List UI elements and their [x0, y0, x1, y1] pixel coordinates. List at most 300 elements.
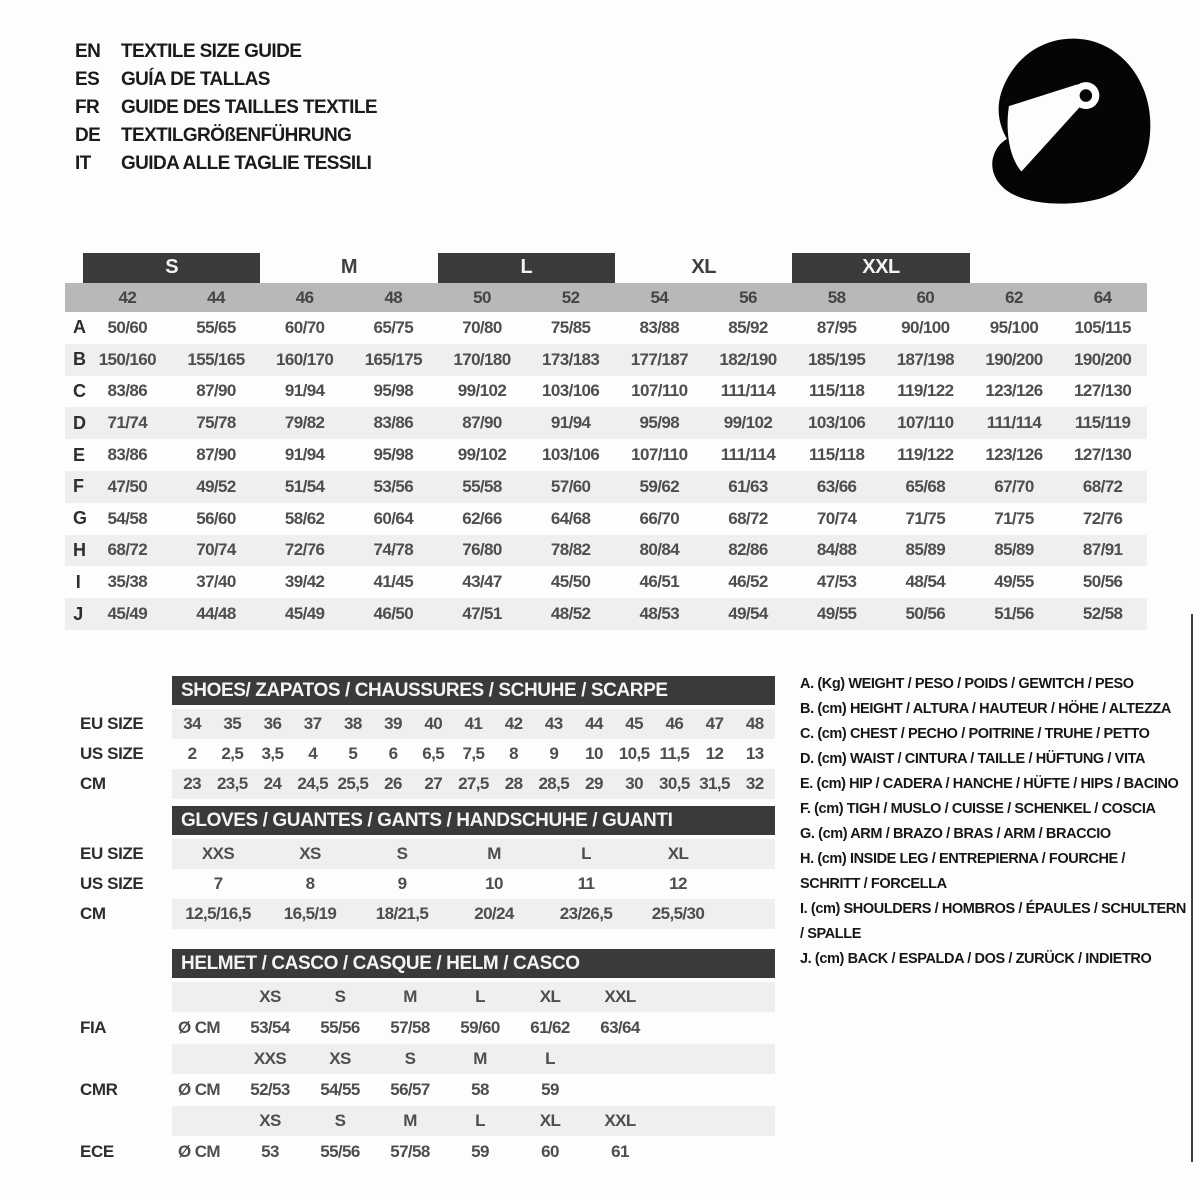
size-cell: 24 [263, 774, 282, 793]
size-cell: 4 [308, 744, 318, 763]
size-header-cell: M [473, 1049, 487, 1068]
legend-item: F. (cm) TIGH / MUSLO / CUISSE / SCHENKEL / COSCIA [800, 801, 1156, 817]
row-cells [172, 739, 775, 769]
size-cell: 36 [263, 714, 282, 733]
size-cell: 34 [183, 714, 201, 733]
row-cells [172, 1074, 775, 1106]
helmet-size-header-row [65, 1106, 775, 1136]
measurement-cell: 50/60 [107, 317, 148, 337]
measurement-cell: 48/53 [639, 604, 680, 624]
measurement-cell: 165/175 [364, 349, 422, 369]
size-cell: 9 [549, 744, 559, 763]
table-row [65, 344, 1147, 376]
measurement-cell: 91/94 [550, 413, 591, 433]
size-cell: XS [299, 844, 321, 863]
row-label [65, 982, 172, 1012]
size-cell: 16,5/19 [283, 904, 337, 923]
measurement-cell: 41/45 [373, 572, 414, 592]
measurement-cell: 115/118 [808, 445, 865, 465]
measurement-cell: 74/78 [373, 540, 414, 560]
size-cell: 26 [384, 774, 402, 793]
size-cell: 10 [485, 874, 503, 893]
measurement-cell: 87/95 [816, 317, 857, 337]
row-cells [172, 839, 775, 869]
size-cell: 12 [705, 744, 724, 763]
size-cell: 61/62 [530, 1018, 570, 1037]
shoes-table-title: SHOES/ ZAPATOS / CHAUSSURES / SCHUHE / SCARPE [172, 676, 775, 705]
size-cell: 41 [464, 714, 483, 733]
size-cell: 9 [397, 874, 407, 893]
measurement-cell: 91/94 [284, 381, 325, 401]
size-header-cell: XXL [604, 1111, 636, 1130]
size-group-label: XXL [792, 253, 969, 283]
measurement-cell: 49/54 [728, 604, 768, 624]
measurement-cell: 48/54 [905, 572, 946, 592]
diameter-unit-label: Ø CM [178, 1018, 220, 1037]
measurement-cell: 54/58 [107, 508, 148, 528]
shoes-rows [65, 709, 775, 799]
size-cell: 8 [305, 874, 315, 893]
measurement-cell: 45/50 [550, 572, 591, 592]
size-cell: 42 [504, 714, 523, 733]
row-cells [172, 709, 775, 739]
measurement-cell: 119/122 [897, 445, 954, 465]
size-cell: 52/53 [250, 1080, 290, 1099]
legend-item: I. (cm) SHOULDERS / HOMBROS / ÉPAULES / SCHULTERN / SPALLE [800, 901, 1186, 942]
legend-item: E. (cm) HIP / CADERA / HANCHE / HÜFTE / HIPS / BACINO [800, 776, 1179, 792]
row-cells [172, 1106, 775, 1136]
measurement-cell: 75/78 [196, 413, 236, 433]
size-cell: 44 [585, 714, 603, 733]
size-cell: 27 [424, 774, 443, 793]
measurement-cell: 51/56 [994, 604, 1034, 624]
table-row [65, 899, 775, 929]
size-column-header: 56 [739, 287, 757, 307]
helmet-value-row [65, 1136, 775, 1168]
language-row [75, 66, 377, 94]
row-label: CM [80, 904, 106, 923]
size-header-cell: XXL [604, 987, 636, 1006]
size-cell: 11 [577, 874, 595, 893]
measurement-cell: 85/92 [728, 317, 768, 337]
measurement-cell: 35/38 [107, 572, 148, 592]
row-label: EU SIZE [80, 844, 144, 863]
size-cell: 28 [504, 774, 523, 793]
measurement-cell: 53/56 [373, 476, 414, 496]
measurement-cell: 87/90 [196, 445, 236, 465]
measurement-cell: 60/70 [284, 317, 325, 337]
row-cells [172, 769, 775, 799]
measurement-cell: 68/72 [107, 540, 148, 560]
size-header-cell: S [334, 987, 346, 1006]
helmet-icon [972, 33, 1167, 211]
measurement-cell: 65/68 [905, 476, 946, 496]
measurement-cell: 49/55 [994, 572, 1034, 592]
legend-item: C. (cm) CHEST / PECHO / POITRINE / TRUHE / PETTO [800, 726, 1150, 742]
row-label: EU SIZE [80, 714, 144, 733]
measurement-cell: 37/40 [196, 572, 236, 592]
measurement-cell: 71/75 [994, 508, 1034, 528]
size-cell: 30 [625, 774, 644, 793]
size-cell: 13 [745, 744, 764, 763]
measurement-cell: 185/195 [808, 349, 866, 369]
table-row [65, 535, 1147, 567]
visor-pivot-dot [1080, 89, 1093, 102]
guide-title: GUIDA ALLE TAGLIE TESSILI [121, 153, 372, 174]
size-cell: 20/24 [474, 904, 514, 923]
size-header-cell: XL [539, 1111, 561, 1130]
size-cell: 46 [665, 714, 684, 733]
measurement-cell: 190/200 [1074, 349, 1132, 369]
measurement-cell: 105/115 [1074, 317, 1131, 337]
size-cell: 59/60 [460, 1018, 500, 1037]
size-cell: 39 [384, 714, 402, 733]
standard-label: FIA [80, 1018, 107, 1037]
measurement-cell: 83/86 [373, 413, 414, 433]
size-cell: 27,5 [458, 774, 489, 793]
measurement-cell: 48/52 [550, 604, 591, 624]
measurement-cell: 190/200 [985, 349, 1043, 369]
measurement-cell: 99/102 [457, 381, 507, 401]
measurement-cell: 66/70 [639, 508, 680, 528]
measurement-cell: 67/70 [994, 476, 1034, 496]
size-column-header: 62 [1005, 287, 1023, 307]
helmet-size-header-row [65, 982, 775, 1012]
measurement-cell: 47/53 [816, 572, 857, 592]
size-cell: 38 [343, 714, 362, 733]
size-cell: 63/64 [600, 1018, 640, 1037]
measurement-cell: 111/114 [720, 381, 776, 401]
measurement-cell: 123/126 [985, 381, 1043, 401]
measurement-cell: 83/88 [639, 317, 680, 337]
legend-item: B. (cm) HEIGHT / ALTURA / HAUTEUR / HÖHE / ALTEZZA [800, 701, 1171, 717]
measurement-cell: 107/110 [631, 381, 688, 401]
row-label: US SIZE [80, 874, 144, 893]
size-cell: 40 [424, 714, 443, 733]
size-cell: 45 [625, 714, 644, 733]
size-cell: L [581, 844, 591, 863]
measurement-cell: 71/74 [107, 413, 148, 433]
diameter-unit-label: Ø CM [178, 1142, 220, 1161]
measurement-cell: 62/66 [462, 508, 502, 528]
size-column-header: 42 [118, 287, 137, 307]
size-header-cell: XS [329, 1049, 351, 1068]
row-label: F [73, 476, 84, 497]
measurement-cell: 61/63 [728, 476, 768, 496]
size-cell: 25,5 [337, 774, 369, 793]
size-header-cell: M [403, 987, 417, 1006]
table-row [65, 376, 1147, 408]
size-cell: XXS [201, 844, 235, 863]
table-row [65, 739, 775, 769]
measurement-cell: 70/80 [462, 317, 502, 337]
size-cell: 23,5 [216, 774, 248, 793]
size-column-header: 46 [295, 287, 314, 307]
size-cell: 12,5/16,5 [185, 904, 251, 923]
measurement-cell: 95/100 [989, 317, 1039, 337]
size-cell: 59 [541, 1080, 559, 1099]
measurement-cell: 71/75 [905, 508, 946, 528]
row-cells [172, 1044, 775, 1074]
size-column-header: 58 [827, 287, 846, 307]
guide-title: TEXTILE SIZE GUIDE [121, 41, 302, 62]
measurement-cell: 57/60 [550, 476, 591, 496]
size-cell: 10,5 [618, 744, 650, 763]
size-cell: 61 [611, 1142, 629, 1161]
size-cell: 25,5/30 [651, 904, 705, 923]
size-cell: 60 [541, 1142, 559, 1161]
measurement-cell: 115/119 [1074, 413, 1131, 433]
language-code: ES [75, 69, 100, 90]
size-cell: 12 [669, 874, 687, 893]
measurement-cell: 46/50 [373, 604, 414, 624]
measurement-cell: 60/64 [373, 508, 414, 528]
measurement-cell: 103/106 [542, 445, 600, 465]
measurement-cell: 90/100 [901, 317, 950, 337]
size-column-header: 48 [384, 287, 403, 307]
size-cell: 18/21,5 [375, 904, 429, 923]
measurement-cell: 84/88 [816, 540, 857, 560]
measurement-cell: 55/65 [196, 317, 236, 337]
row-label: D [73, 412, 86, 433]
measurement-cell: 107/110 [897, 413, 954, 433]
row-label: E [73, 444, 85, 465]
language-row [75, 38, 377, 66]
language-row [75, 122, 377, 150]
size-header-cell: M [403, 1111, 417, 1130]
measurement-cell: 47/51 [462, 604, 502, 624]
measurement-cell: 123/126 [985, 445, 1043, 465]
size-cell: 37 [303, 714, 322, 733]
measurement-cell: 51/54 [284, 476, 325, 496]
size-header-cell: XXS [253, 1049, 287, 1068]
row-cells [172, 1012, 775, 1044]
measurement-cell: 44/48 [196, 604, 236, 624]
row-label: US SIZE [80, 744, 144, 763]
row-cells [172, 982, 775, 1012]
measurement-cell: 85/89 [994, 540, 1034, 560]
measurement-cell: 45/49 [107, 604, 148, 624]
size-cell: 53 [261, 1142, 279, 1161]
helmet-size-table [65, 949, 775, 1168]
size-cell: 58 [471, 1080, 489, 1099]
size-cell: 23/26,5 [559, 904, 613, 923]
size-header-cell: S [334, 1111, 346, 1130]
size-cell: 54/55 [320, 1080, 360, 1099]
measurement-cell: 87/90 [462, 413, 502, 433]
size-header-cell: L [545, 1049, 555, 1068]
measurement-cell: 103/106 [808, 413, 866, 433]
guide-title: GUIDE DES TAILLES TEXTILE [121, 97, 377, 118]
standard-label: ECE [80, 1142, 114, 1161]
measurement-cell: 49/55 [816, 604, 857, 624]
measurement-cell: 63/66 [816, 476, 857, 496]
measurement-cell: 119/122 [897, 381, 954, 401]
size-cell: 6,5 [422, 744, 445, 763]
size-group-label: XL [691, 256, 716, 278]
measurement-cell: 187/198 [896, 349, 954, 369]
measurement-cell: 75/85 [550, 317, 591, 337]
measurement-cell: 83/86 [107, 445, 148, 465]
measurement-cell: 68/72 [728, 508, 768, 528]
table-row [65, 312, 1147, 344]
page-edge-line [1191, 614, 1193, 1162]
measurement-cell: 170/180 [453, 349, 511, 369]
table-row [65, 598, 1147, 630]
legend-item: D. (cm) WAIST / CINTURA / TAILLE / HÜFTUNG / VITA [800, 751, 1146, 767]
measurement-cell: 50/56 [905, 604, 946, 624]
row-label: A [73, 317, 86, 338]
row-label: G [73, 508, 87, 529]
guide-title: GUÍA DE TALLAS [121, 69, 270, 90]
measurement-cell: 78/82 [550, 540, 591, 560]
measurement-cell: 64/68 [550, 508, 591, 528]
size-cell: 55/56 [320, 1142, 360, 1161]
size-cell: 2 [187, 744, 197, 763]
size-column-header: 44 [207, 287, 225, 307]
measurement-cell: 70/74 [816, 508, 857, 528]
row-cells [172, 1136, 775, 1168]
measurement-cell: 72/76 [284, 540, 325, 560]
measurement-cell: 91/94 [284, 445, 325, 465]
measurement-cell: 95/98 [373, 445, 414, 465]
numeric-size-header-row [65, 283, 1147, 312]
size-cell: 47 [705, 714, 724, 733]
measurement-cell: 127/130 [1074, 445, 1132, 465]
measurement-cell: 150/160 [98, 349, 156, 369]
measurement-cell: 59/62 [639, 476, 680, 496]
size-header-cell: L [475, 1111, 485, 1130]
table-row [65, 439, 1147, 471]
measurement-cell: 52/58 [1082, 604, 1123, 624]
legend-item: J. (cm) BACK / ESPALDA / DOS / ZURÜCK / INDIETRO [800, 951, 1152, 967]
row-label: I [75, 571, 81, 592]
size-cell: 6 [388, 744, 398, 763]
measurement-cell: 70/74 [196, 540, 236, 560]
measurement-cell: 173/183 [542, 349, 600, 369]
table-row [65, 839, 775, 869]
legend-item: A. (Kg) WEIGHT / PESO / POIDS / GEWITCH / PESO [800, 676, 1134, 692]
gloves-size-table [65, 806, 775, 929]
gloves-table-title: GLOVES / GUANTES / GANTS / HANDSCHUHE / GUANTI [172, 806, 775, 835]
measurement-cell: 46/51 [639, 572, 680, 592]
measurement-cell: 87/90 [196, 381, 236, 401]
measurement-cell: 99/102 [723, 413, 773, 433]
measurement-cell: 95/98 [639, 413, 680, 433]
size-cell: 56/57 [390, 1080, 430, 1099]
row-label: B [73, 349, 86, 370]
table-row [65, 471, 1147, 503]
size-cell: 2,5 [221, 744, 244, 763]
size-cell: 55/56 [320, 1018, 360, 1037]
row-label: J [73, 603, 83, 624]
size-cell: 57/58 [390, 1018, 430, 1037]
measurement-cell: 56/60 [196, 508, 236, 528]
size-column-header: 54 [650, 287, 669, 307]
measurement-cell: 177/187 [630, 349, 688, 369]
table-row [65, 869, 775, 899]
measurement-cell: 68/72 [1082, 476, 1123, 496]
guide-title: TEXTILGRÖßENFÜHRUNG [121, 125, 352, 146]
size-cell: 28,5 [538, 774, 570, 793]
measurement-cell: 55/58 [462, 476, 502, 496]
measurement-cell: 39/42 [284, 572, 325, 592]
measurement-cell: 58/62 [284, 508, 325, 528]
measurement-cell: 82/86 [728, 540, 768, 560]
row-cells [172, 899, 775, 929]
language-row [75, 150, 377, 178]
size-cell: 29 [585, 774, 603, 793]
measurement-cell: 160/170 [276, 349, 334, 369]
table-row [65, 769, 775, 799]
size-group-label: L [438, 253, 615, 283]
measurement-legend [800, 672, 1188, 972]
gloves-rows [65, 839, 775, 929]
measurement-cell: 155/165 [187, 349, 245, 369]
size-cell: 5 [348, 744, 358, 763]
size-group-label: M [340, 256, 358, 278]
textile-size-table [65, 252, 1147, 630]
language-code: FR [75, 97, 100, 118]
measurement-cell: 87/91 [1082, 540, 1123, 560]
helmet-table-title: HELMET / CASCO / CASQUE / HELM / CASCO [172, 949, 775, 978]
size-cell: 24,5 [297, 774, 328, 793]
measurement-cell: 111/114 [720, 445, 776, 465]
table-row [65, 407, 1147, 439]
size-header-cell: XS [259, 987, 281, 1006]
measurement-cell: 76/80 [462, 540, 502, 560]
row-label [65, 1106, 172, 1136]
size-cell: 43 [544, 714, 563, 733]
language-code: IT [75, 153, 91, 174]
size-cell: 32 [745, 774, 764, 793]
size-cell: 11,5 [659, 744, 690, 763]
measurement-cell: 103/106 [542, 381, 600, 401]
size-cell: M [487, 844, 501, 863]
row-label: CM [80, 774, 106, 793]
size-group-header-row [65, 252, 1147, 283]
size-cell: 7 [213, 874, 223, 893]
size-cell: 23 [183, 774, 201, 793]
measurement-cell: 80/84 [639, 540, 680, 560]
size-cell: 30,5 [659, 774, 690, 793]
measurement-rows [65, 312, 1147, 630]
measurement-cell: 50/56 [1082, 572, 1123, 592]
size-cell: 31,5 [699, 774, 730, 793]
legend-item: G. (cm) ARM / BRAZO / BRAS / ARM / BRACCIO [800, 826, 1111, 842]
measurement-cell: 83/86 [107, 381, 148, 401]
shoes-size-table [65, 676, 775, 799]
measurement-cell: 79/82 [284, 413, 325, 433]
measurement-cell: 47/50 [107, 476, 148, 496]
size-cell: 35 [223, 714, 242, 733]
row-label [65, 1044, 172, 1074]
helmet-value-row [65, 1012, 775, 1044]
measurement-cell: 99/102 [457, 445, 507, 465]
diameter-unit-label: Ø CM [178, 1080, 220, 1099]
measurement-cell: 46/52 [728, 572, 768, 592]
measurement-cell: 107/110 [631, 445, 688, 465]
measurement-cell: 72/76 [1082, 508, 1123, 528]
table-row [65, 709, 775, 739]
size-cell: 10 [585, 744, 603, 763]
size-header-cell: S [404, 1049, 416, 1068]
size-header-cell: L [475, 987, 485, 1006]
size-header-cell: XS [259, 1111, 281, 1130]
measurement-cell: 95/98 [373, 381, 414, 401]
table-row [65, 566, 1147, 598]
size-column-header: 50 [473, 287, 491, 307]
